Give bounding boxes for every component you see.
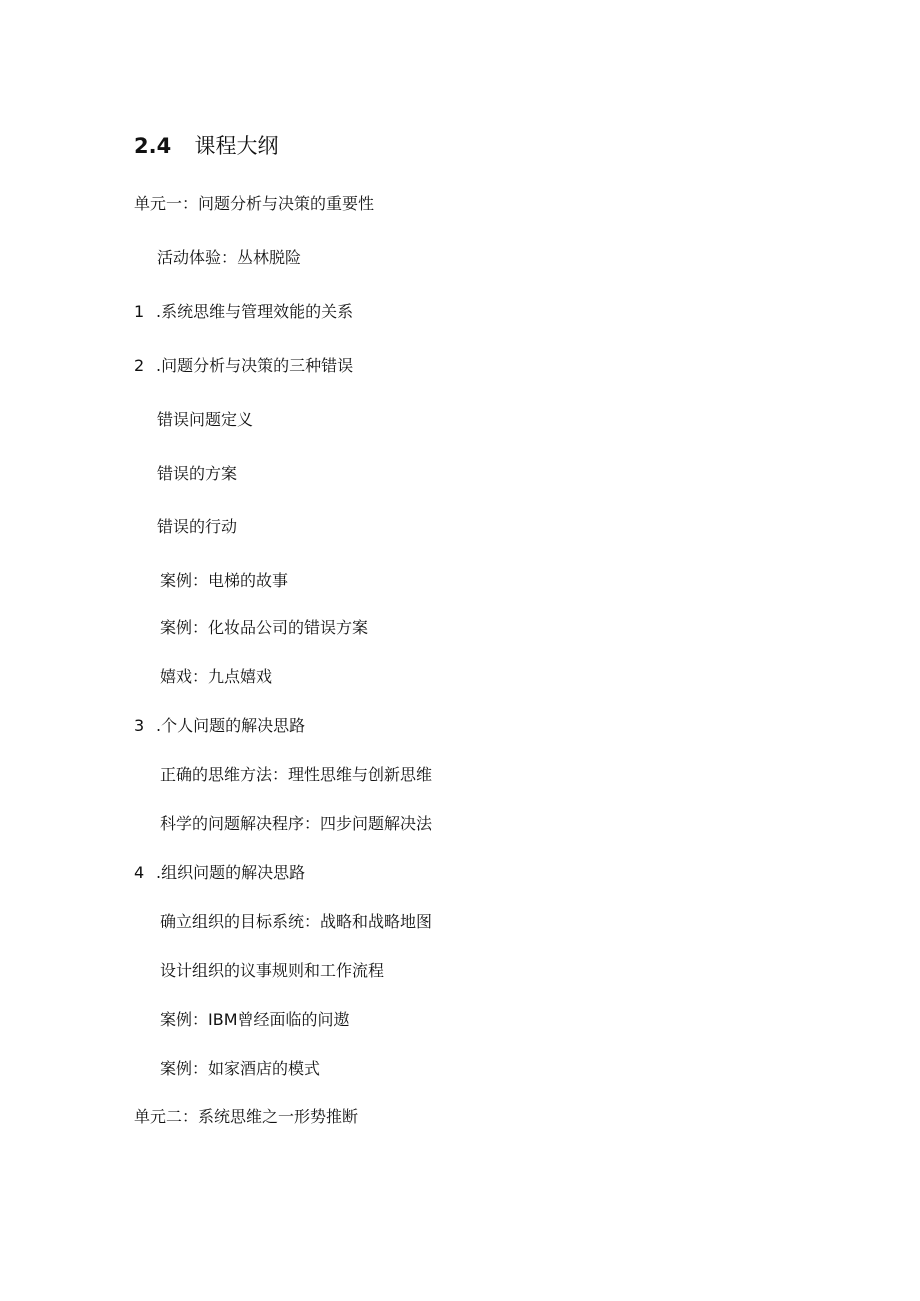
line-text: 单元二：系统思维之一形势推断 [134, 1107, 359, 1126]
section-heading [134, 131, 279, 161]
numbered-item-1 [134, 301, 353, 323]
line-text: 科学的问题解决程序：四步问题解决法 [160, 814, 433, 833]
line-text: 案例：如家酒店的模式 [160, 1059, 321, 1078]
line-text: 嬉戏：九点嬉戏 [160, 667, 273, 686]
item-number: 3 [134, 716, 145, 735]
line-text: .系统思维与管理效能的关系 [156, 302, 354, 321]
section-title: 课程大纲 [194, 134, 279, 158]
item-number: 4 [134, 863, 145, 882]
case-item [160, 1058, 320, 1080]
line-text: 正确的思维方法：理性思维与创新思维 [160, 765, 433, 784]
line-text: 单元一：问题分析与决策的重要性 [134, 194, 375, 213]
item-number: 1 [134, 302, 145, 321]
section-number: 2.4 [134, 134, 172, 158]
sub-item [157, 463, 237, 485]
line-text: 案例：IBM曾经面临的问遨 [160, 1010, 350, 1029]
sub-item [160, 960, 384, 982]
line-text: .个人问题的解决思路 [156, 716, 306, 735]
sub-item [160, 813, 432, 835]
numbered-item-4 [134, 862, 305, 884]
unit-heading-2 [134, 1106, 358, 1128]
sub-item [160, 764, 432, 786]
activity-item [157, 247, 301, 269]
sub-item [160, 911, 432, 933]
item-number: 2 [134, 356, 145, 375]
unit-heading-1 [134, 193, 374, 215]
line-text: 活动体验：丛林脱险 [157, 248, 302, 267]
line-text: 设计组织的议事规则和工作流程 [160, 961, 385, 980]
numbered-item-3 [134, 715, 305, 737]
line-text: 错误问题定义 [157, 410, 254, 429]
case-item [160, 570, 288, 592]
case-item [160, 617, 368, 639]
sub-item [157, 516, 237, 538]
line-text: 案例：化妆品公司的错误方案 [160, 618, 369, 637]
line-text: .问题分析与决策的三种错误 [156, 356, 354, 375]
sub-item [157, 409, 253, 431]
line-text: 错误的行动 [157, 517, 238, 536]
line-text: 错误的方案 [157, 464, 238, 483]
line-text: .组织问题的解决思路 [156, 863, 306, 882]
case-item [160, 1009, 350, 1031]
line-text: 确立组织的目标系统：战略和战略地图 [160, 912, 433, 931]
game-item [160, 666, 272, 688]
numbered-item-2 [134, 355, 353, 377]
line-text: 案例：电梯的故事 [160, 571, 289, 590]
